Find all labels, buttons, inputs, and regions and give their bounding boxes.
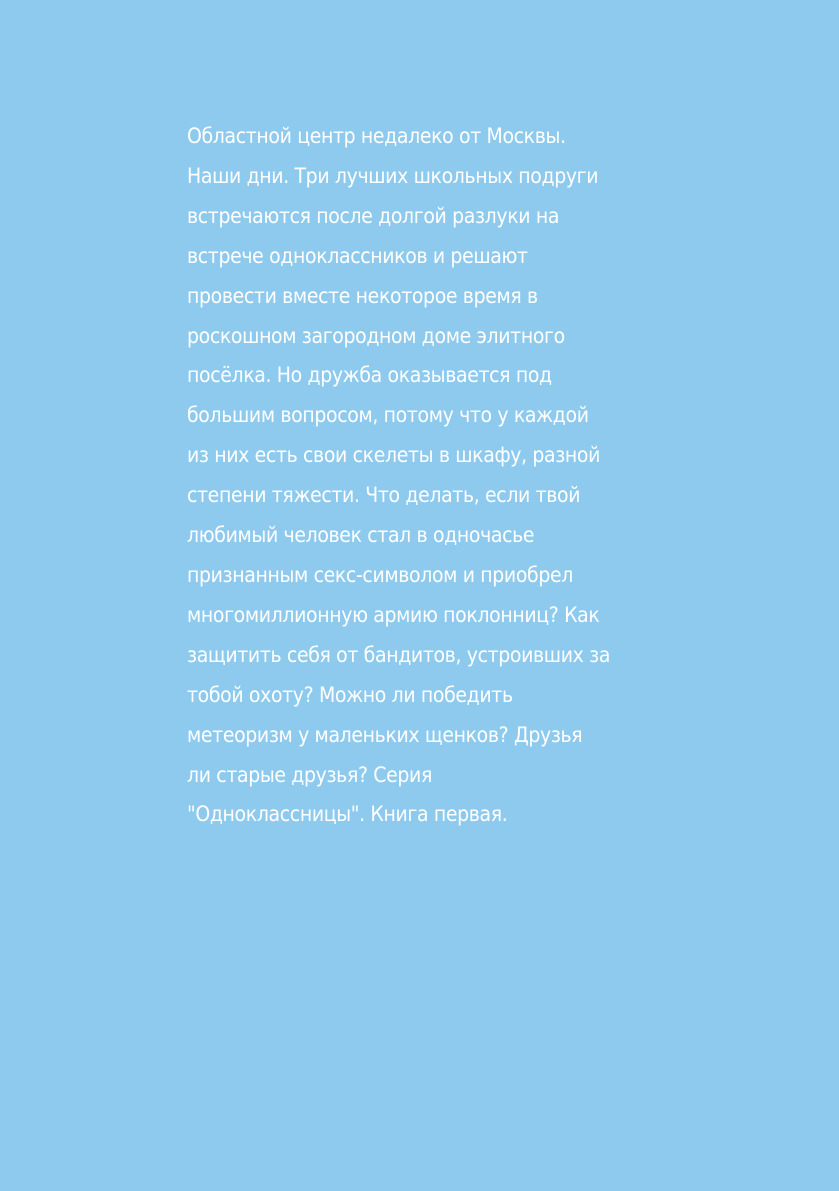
description-line: ли старые друзья? Серия <box>187 762 432 787</box>
description-line: любимый человек стал в одночасье <box>187 523 535 548</box>
description-line: Наши дни. Три лучших школьных подруги <box>187 163 599 188</box>
description-line: метеоризм у маленьких щенков? Друзья <box>187 722 583 747</box>
description-line: признанным секс-символом и приобрел <box>187 562 573 587</box>
description-line: многомиллионную армию поклонниц? Как <box>187 602 600 627</box>
description-line: провести вместе некоторое время в <box>187 283 538 308</box>
description-line: степени тяжести. Что делать, если твой <box>187 483 581 508</box>
description-line: Областной центр недалеко от Москвы. <box>187 124 566 148</box>
description-line: тобой охоту? Можно ли победить <box>187 682 513 707</box>
description-line: большим вопросом, потому что у каждой <box>187 403 589 428</box>
description-line: встрече одноклассников и решают <box>187 243 528 268</box>
description-line: защитить себя от бандитов, устроивших за <box>187 642 611 667</box>
description-line: "Одноклассницы". Книга первая. <box>187 802 508 827</box>
description-line: встречаются после долгой разлуки на <box>187 203 560 228</box>
description-line: посёлка. Но дружба оказывается под <box>187 363 552 388</box>
description-line: роскошном загородном доме элитного <box>187 323 565 348</box>
description-line: из них есть свои скелеты в шкафу, разной <box>187 443 601 468</box>
book-description <box>187 117 687 835</box>
